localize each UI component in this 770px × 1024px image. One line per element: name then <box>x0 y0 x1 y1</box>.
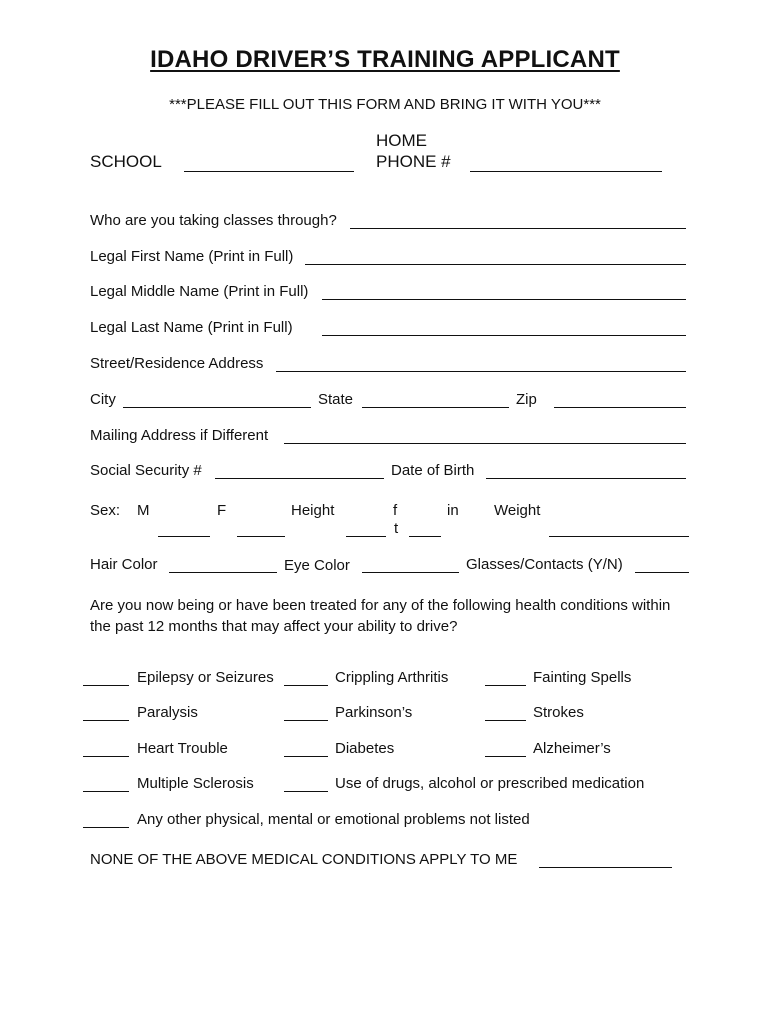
epilepsy-field[interactable] <box>83 685 129 686</box>
height-label: Height <box>291 502 335 519</box>
ssn-field[interactable] <box>215 478 384 479</box>
last-name-label: Legal Last Name (Print in Full) <box>90 319 293 336</box>
male-field[interactable] <box>158 536 210 537</box>
other-label: Any other physical, mental or emotional problems not listed <box>137 811 530 828</box>
form-title: IDAHO DRIVER’S TRAINING APPLICANT <box>150 46 620 73</box>
inches-label: in <box>447 502 459 519</box>
last-name-field[interactable] <box>322 335 686 336</box>
arthritis-label: Crippling Arthritis <box>335 669 449 686</box>
height-inches-field[interactable] <box>409 536 441 537</box>
hair-label: Hair Color <box>90 556 158 573</box>
strokes-field[interactable] <box>485 720 526 721</box>
street-label: Street/Residence Address <box>90 355 264 372</box>
fainting-label: Fainting Spells <box>533 669 632 686</box>
first-name-field[interactable] <box>305 264 686 265</box>
paralysis-field[interactable] <box>83 720 129 721</box>
home-label: HOME <box>376 131 427 150</box>
arthritis-field[interactable] <box>284 685 328 686</box>
heart-field[interactable] <box>83 756 129 757</box>
paralysis-label: Paralysis <box>137 704 198 721</box>
health-question-line1: Are you now being or have been treated for any of the following health conditions within <box>90 597 671 614</box>
female-field[interactable] <box>237 536 285 537</box>
state-label: State <box>318 391 354 408</box>
none-apply-field[interactable] <box>539 867 672 868</box>
middle-name-field[interactable] <box>322 299 686 300</box>
school-field[interactable] <box>184 171 354 172</box>
drugs-field[interactable] <box>284 791 328 792</box>
form-subtitle: ***PLEASE FILL OUT THIS FORM AND BRING IT WITH YOU*** <box>169 96 601 113</box>
weight-field[interactable] <box>549 536 689 537</box>
zip-label: Zip <box>516 391 537 408</box>
female-label: F <box>217 502 227 519</box>
dob-field[interactable] <box>486 478 686 479</box>
mailing-field[interactable] <box>284 443 686 444</box>
health-question-line2: the past 12 months that may affect your ability to drive? <box>90 618 458 635</box>
weight-label: Weight <box>494 502 541 519</box>
home-phone-field[interactable] <box>470 171 662 172</box>
sex-label: Sex: <box>90 502 121 519</box>
eye-label: Eye Color <box>284 557 350 574</box>
classes-through-field[interactable] <box>350 228 686 229</box>
dob-label: Date of Birth <box>391 462 475 479</box>
city-field[interactable] <box>123 407 311 408</box>
state-field[interactable] <box>362 407 509 408</box>
other-field[interactable] <box>83 827 129 828</box>
hair-field[interactable] <box>169 572 277 573</box>
first-name-label: Legal First Name (Print in Full) <box>90 248 294 265</box>
parkinsons-label: Parkinson’s <box>335 704 413 721</box>
ssn-label: Social Security # <box>90 462 202 479</box>
diabetes-field[interactable] <box>284 756 328 757</box>
alzheimers-label: Alzheimer’s <box>533 740 611 757</box>
city-label: City <box>90 391 116 408</box>
parkinsons-field[interactable] <box>284 720 328 721</box>
male-label: M <box>137 502 150 519</box>
mailing-label: Mailing Address if Different <box>90 427 269 444</box>
eye-field[interactable] <box>362 572 459 573</box>
middle-name-label: Legal Middle Name (Print in Full) <box>90 283 309 300</box>
epilepsy-label: Epilepsy or Seizures <box>137 669 274 686</box>
strokes-label: Strokes <box>533 704 584 721</box>
glasses-field[interactable] <box>635 572 689 573</box>
feet-label-f: f <box>393 502 398 519</box>
diabetes-label: Diabetes <box>335 740 395 757</box>
ms-label: Multiple Sclerosis <box>137 775 254 792</box>
alzheimers-field[interactable] <box>485 756 526 757</box>
height-feet-field[interactable] <box>346 536 386 537</box>
classes-through-label: Who are you taking classes through? <box>90 212 337 229</box>
feet-label-t: t <box>394 520 399 537</box>
ms-field[interactable] <box>83 791 129 792</box>
school-label: SCHOOL <box>90 152 162 171</box>
drugs-label: Use of drugs, alcohol or prescribed medication <box>335 775 645 792</box>
street-field[interactable] <box>276 371 686 372</box>
heart-label: Heart Trouble <box>137 740 228 757</box>
none-apply-label: NONE OF THE ABOVE MEDICAL CONDITIONS APPLY TO ME <box>90 851 518 868</box>
phone-label: PHONE # <box>376 152 451 171</box>
glasses-label: Glasses/Contacts (Y/N) <box>466 556 623 573</box>
zip-field[interactable] <box>554 407 686 408</box>
fainting-field[interactable] <box>485 685 526 686</box>
